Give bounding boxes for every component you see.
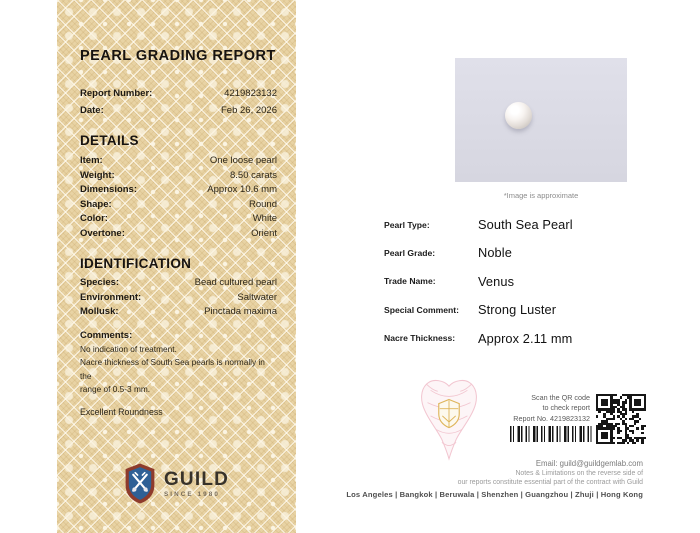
ident-row-mollusk [80,305,277,320]
comments-block [80,343,277,397]
dimensions-label: Dimensions: [80,184,138,195]
guild-logo-name: GUILD [163,468,230,490]
pearl-grade-value: Noble [478,245,512,261]
special-comment-value: Strong Luster [478,302,557,318]
special-comment-label: Special Comment: [384,304,459,315]
pearl-attributes [384,216,614,358]
comment-line: range of 0.5-3 mm. [80,384,151,394]
certificate-panel [57,0,296,533]
pearl-type-value: South Sea Pearl [478,217,573,232]
nacre-thickness-label: Nacre Thickness: [384,333,456,344]
weight-value: 8.50 carats [230,169,277,181]
qr-instruction-line: Scan the QR code [531,393,590,402]
dimensions-value: Approx 10.6 mm [207,184,277,195]
date-row [80,102,277,119]
comments-label: Comments: [80,329,133,341]
shape-label: Shape: [80,198,112,210]
color-value: White [252,213,277,224]
environment-label: Environment: [80,291,142,303]
detail-row-overtone [80,227,277,242]
comment-line: No indication of treatment. [80,343,177,354]
identification-list [80,276,277,320]
ident-row-species [80,276,277,291]
ident-row-environment [80,291,277,306]
detail-row-dimensions [80,183,277,198]
species-label: Species: [80,277,120,288]
mollusk-label: Mollusk: [80,306,119,317]
shape-value: Round [249,198,277,210]
report-number-value: 4219823132 [224,88,277,99]
identification-heading: IDENTIFICATION [80,256,192,271]
contact-email: Email: guild@guildgemlab.com [535,459,643,468]
guild-logo [57,461,296,506]
weight-label: Weight: [80,169,115,181]
pearl-grade-label: Pearl Grade: [384,247,436,258]
attr-row-trade-name [384,273,614,290]
detail-row-shape [80,198,277,213]
image-approximate-caption: *Image is approximate [503,191,579,200]
overtone-value: Orient [251,227,277,239]
attr-row-special-comment [384,301,614,318]
trade-name-value: Venus [478,273,515,289]
report-number-row [80,85,277,102]
detail-row-weight [80,169,277,184]
qr-instructions [513,393,590,424]
footer [346,459,643,499]
roundness-note: Excellent Roundness [80,406,163,417]
nacre-thickness-value: Approx 2.11 mm [478,330,573,346]
overtone-label: Overtone: [80,227,125,239]
report-meta [80,85,277,119]
item-value: One loose pearl [209,155,277,166]
date-value: Feb 26, 2026 [221,105,277,116]
certificate-title: PEARL GRADING REPORT [80,48,276,64]
report-number-label: Report Number: [80,88,153,99]
pearl-image [505,102,532,129]
qr-report-number: Report No. 4219823132 [513,413,590,423]
attr-row-nacre-thickness [384,330,614,347]
comment-line: Nacre thickness of South Sea pearls is normally in the [80,357,265,381]
footer-note-line: Notes & Limitations on the reverse side of [515,470,643,477]
lab-locations: Los Angeles | Bangkok | Beruwala | Shenzhen | Guangzhou | Zhuji | Hong Kong [346,489,643,499]
qr-instruction-line: to check report [542,403,590,413]
species-value: Bead cultured pearl [194,277,277,288]
mollusk-value: Pinctada maxima [204,306,277,317]
color-label: Color: [80,213,108,224]
detail-row-item [80,154,277,169]
attr-row-pearl-grade [384,244,614,261]
footer-note-line: our reports constitute essential part of the contract with Guild [457,479,643,487]
pearl-type-label: Pearl Type: [384,219,430,230]
environment-value: Saltwater [237,291,277,303]
barcode [510,426,592,442]
guild-eagle-watermark-icon [417,377,481,465]
details-heading: DETAILS [80,133,139,148]
qr-code [596,394,646,444]
guild-logo-text [164,470,229,498]
item-label: Item: [80,155,103,166]
attr-row-pearl-type [384,216,614,233]
trade-name-label: Trade Name: [384,276,436,287]
detail-row-color [80,212,277,227]
date-label: Date: [80,105,104,116]
guild-shield-icon [124,461,156,506]
guild-logo-tagline: SINCE 1980 [163,490,220,498]
details-list [80,154,277,241]
pearl-photo [455,58,627,182]
